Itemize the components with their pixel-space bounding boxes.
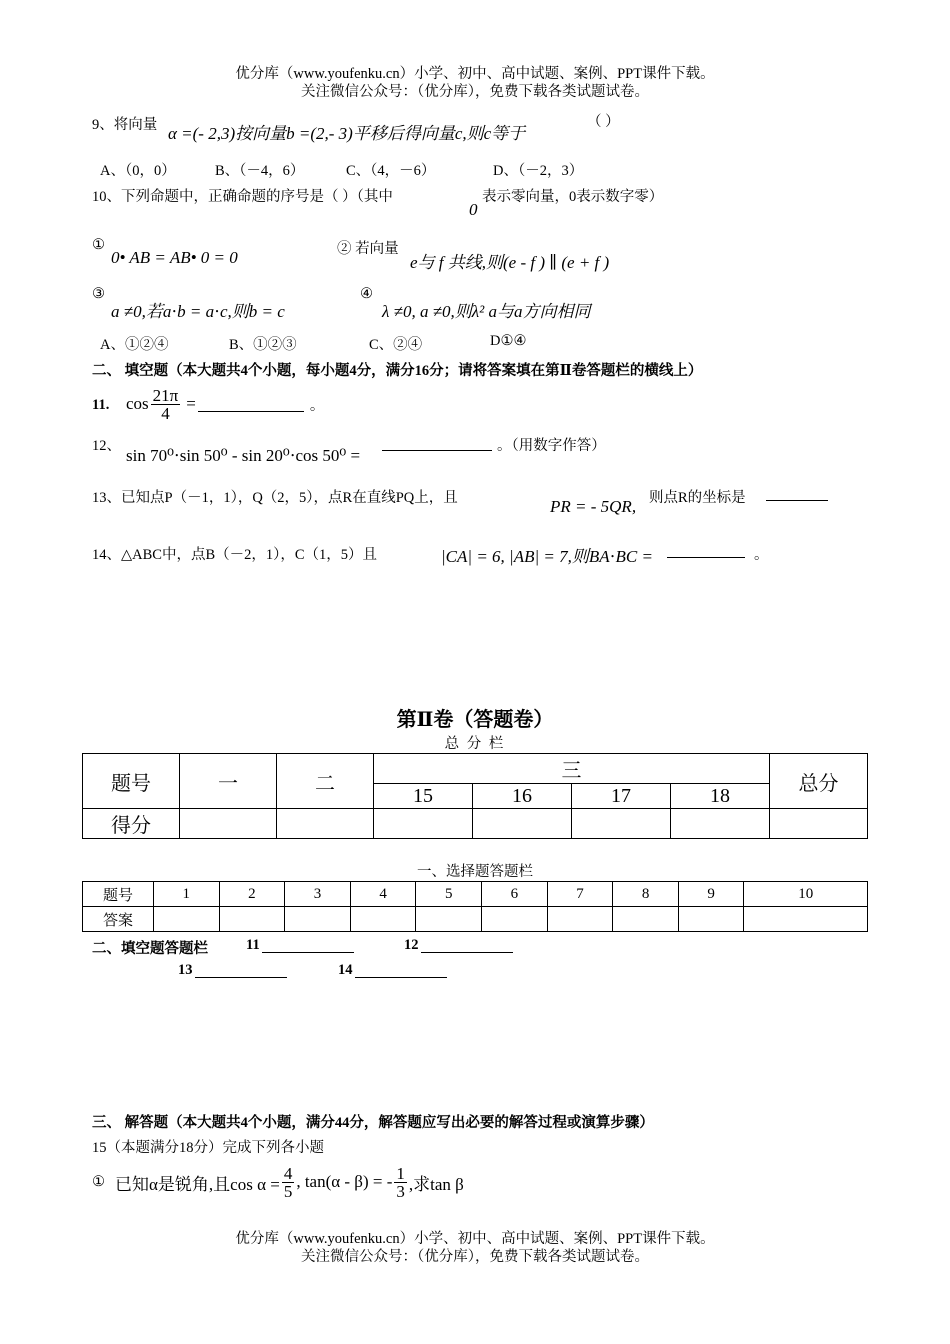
q15-part-1 [92,1160,464,1204]
q11-numerator: 21π [152,385,179,405]
fill-label-11: 11 [246,937,260,953]
q9-option-d: D、（－2，3） [493,163,584,179]
score-cell[interactable] [180,809,277,839]
score-cell[interactable] [770,809,868,839]
q11-answer-blank[interactable] [198,397,304,412]
selection-answer-cell[interactable] [678,907,744,932]
fill-blank-14[interactable] [355,963,447,978]
q15-1-text-a: 已知α是锐角,且cos α = [115,1174,280,1194]
selection-number: 2 [219,882,285,907]
selection-row-head: 题号 [83,882,154,907]
score-sub-15: 15 [374,784,473,809]
score-cell[interactable] [473,809,572,839]
q11-label: 11. [92,397,110,413]
q14-end: 。 [754,547,769,563]
q9-option-b: B、（－4，6） [215,163,305,179]
q9-option-c: C、（4，－6） [346,163,436,179]
q11-fraction [151,387,181,422]
q11-end: 。 [309,397,325,414]
q9-prefix: 9、将向量 [92,117,158,133]
q15-1-denominator-1: 5 [283,1181,293,1201]
selection-number: 5 [416,882,482,907]
q9-answer-paren: （ ） [587,114,620,130]
q10-option-a: A、①②④ [100,337,169,353]
q15-1-numerator-1: 4 [283,1163,293,1183]
q15-1-text-b: , tan(α - β) = - [296,1172,393,1191]
q12-end: 。（用数字作答） [497,438,606,454]
score-sub-17: 17 [572,784,671,809]
section-3-title: 三、 解答题（本大题共4个小题，满分44分，解答题应写出必要的解答过程或演算步骤） [92,1115,654,1131]
selection-number: 3 [285,882,351,907]
q11-cos: cos [126,394,149,413]
q13-answer-blank[interactable] [766,486,828,501]
selection-answer-cell[interactable] [285,907,351,932]
fill-label-13: 13 [178,962,193,978]
selection-number: 1 [154,882,220,907]
q15-1-fraction-2 [394,1165,407,1200]
selection-answer-cell[interactable] [219,907,285,932]
selection-row-answer: 答案 [83,907,154,932]
q10-p3-mark: ③ [92,286,105,302]
selection-answer-table [82,881,868,932]
selection-number: 8 [613,882,679,907]
part-2-subtitle: 总 分 栏 [444,736,506,752]
score-header-three: 三 [374,754,770,784]
q14-answer-blank[interactable] [667,543,745,558]
score-cell[interactable] [277,809,374,839]
score-header-one: 一 [180,754,277,809]
q11-denominator: 4 [161,403,170,423]
fill-blank-11[interactable] [262,938,354,953]
q14-text: 14、△ABC中，点B（－2，1），C（1，5）且 [92,547,378,563]
selection-answer-cell[interactable] [416,907,482,932]
selection-number: 4 [350,882,416,907]
selection-number: 10 [744,882,868,907]
score-sub-18: 18 [671,784,770,809]
q10-proposition-2: e与 f 共线,则(e - f ) ∥ (e + f ) [410,253,610,272]
header-line-1: 优分库（www.youfenku.cn）小学、初中、高中试题、案例、PPT课件下载。 [235,66,715,82]
selection-answer-cell[interactable] [350,907,416,932]
q10-proposition-3: a ≠0,若a⋅b = a⋅c,则b = c [111,302,285,321]
score-row-label: 得分 [83,809,180,839]
q10-option-b: B、①②③ [229,337,297,353]
q14-expression: |CA| = 6, |AB| = 7,则BA⋅BC = [441,547,653,566]
score-summary-table [82,753,868,839]
section-2-title: 二、 填空题（本大题共4个小题，每小题4分，满分16分；请将答案填在第Ⅱ卷答题栏的横线上） [92,363,703,379]
fill-blank-13[interactable] [195,963,287,978]
q15-1-text-c: ,求tan β [408,1174,464,1194]
fill-blank-12[interactable] [421,938,513,953]
q10-option-d: D①④ [490,333,527,349]
q10-proposition-1: 0• AB = AB• 0 = 0 [111,248,238,267]
selection-answer-cell[interactable] [154,907,220,932]
q15-1-fraction-1 [282,1165,295,1200]
fill-section-title: 二、填空题答题栏 [92,941,208,957]
selection-answer-cell[interactable] [547,907,613,932]
selection-number: 9 [678,882,744,907]
q13-text-2: 则点R的坐标是 [649,490,746,506]
q10-text-2: 表示零向量，0表示数字零） [482,189,664,205]
selection-section-title: 一、选择题答题栏 [417,864,533,880]
score-header-number: 题号 [83,754,180,809]
q13-expression: PR = - 5QR, [550,497,637,516]
q12-answer-blank[interactable] [382,436,492,451]
selection-answer-cell[interactable] [482,907,548,932]
q10-option-c: C、②④ [369,337,423,353]
q9-option-a: A、（0，0） [100,163,176,179]
q11-expression [126,383,324,425]
score-sub-16: 16 [473,784,572,809]
selection-number: 6 [482,882,548,907]
q15-title: 15（本题满分18分）完成下列各小题 [92,1140,324,1156]
q10-p2-mark: ② 若向量 [337,241,399,257]
fill-label-14: 14 [338,962,353,978]
selection-number: 7 [547,882,613,907]
q10-proposition-4: λ ≠0, a ≠0,则λ² a与a方向相同 [382,302,591,321]
q13-text: 13、已知点P（－1，1），Q（2，5），点R在直线PQ上，且 [92,490,458,506]
score-header-two: 二 [277,754,374,809]
footer-line-2: 关注微信公众号：（优分库），免费下载各类试题试卷。 [301,1249,649,1265]
score-cell[interactable] [374,809,473,839]
fill-label-12: 12 [404,937,419,953]
q12-label: 12、 [92,438,121,454]
header-line-2: 关注微信公众号：（优分库），免费下载各类试题试卷。 [301,84,649,100]
part-2-title: 第Ⅱ卷（答题卷） [396,709,554,731]
q11-equals: = [186,394,196,413]
selection-answer-cell[interactable] [744,907,868,932]
q10-p4-mark: ④ [360,286,373,302]
q9-expression: α =(- 2,3)按向量b =(2,- 3)平移后得向量c,则c等于 [168,124,526,143]
score-cell[interactable] [671,809,770,839]
q15-1-mark: ① [92,1173,105,1190]
selection-answer-cell[interactable] [613,907,679,932]
q10-p1-mark: ① [92,237,105,253]
q15-1-denominator-2: 3 [396,1181,405,1201]
q12-expression: sin 70⁰⋅sin 50⁰ - sin 20⁰⋅cos 50⁰ = [126,446,361,465]
footer-line-1: 优分库（www.youfenku.cn）小学、初中、高中试题、案例、PPT课件下载。 [235,1231,715,1247]
q10-zero-vector: 0 [469,200,478,219]
q10-text: 10、下列命题中，正确命题的序号是（ ）（其中 [92,189,393,205]
q15-1-numerator-2: 1 [396,1163,405,1183]
score-header-total: 总分 [770,754,868,809]
score-cell[interactable] [572,809,671,839]
